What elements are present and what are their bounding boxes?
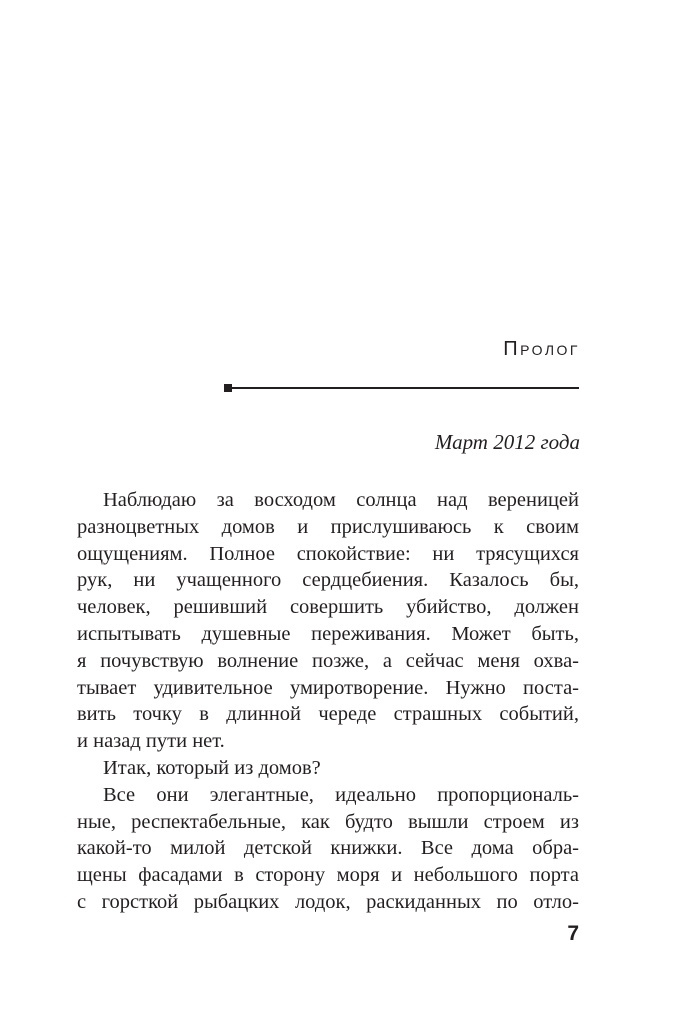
text-line: ощущениям. Полное спокойствие: ни трясущихся: [77, 542, 579, 565]
text-line: я почувствую волнение позже, а сейчас меня охва-: [77, 649, 579, 672]
divider-line: [232, 387, 579, 389]
text-line: человек, решивший совершить убийство, должен: [77, 596, 579, 619]
chapter-divider: [224, 384, 579, 392]
text-line: испытывать душевные переживания. Может быть,: [77, 622, 579, 645]
text-line: разноцветных домов и прислушиваюсь к своим: [77, 515, 579, 538]
text-line: Наблюдаю за восходом солнца над вереницей: [103, 489, 579, 511]
text-line: Итак, который из домов?: [103, 756, 321, 779]
text-line: вить точку в длинной череде страшных событий,: [77, 703, 579, 726]
text-line: ные, респектабельные, как будто вышли строем из: [77, 810, 579, 833]
divider-square: [224, 384, 232, 392]
text-line: какой-то милой детской книжки. Все дома обра-: [77, 837, 579, 860]
text-line: и назад пути нет.: [77, 730, 225, 753]
chapter-title: Пролог: [503, 338, 580, 360]
text-line: тывает удивительное умиротворение. Нужно поста-: [77, 676, 579, 699]
body-text: [77, 487, 579, 916]
chapter-date: Март 2012 года: [434, 430, 580, 454]
text-line: щены фасадами в сторону моря и небольшого порта: [77, 864, 579, 887]
page-number: 7: [567, 922, 579, 945]
text-line: с горсткой рыбацких лодок, раскиданных по отло-: [77, 890, 579, 913]
text-line: Все они элегантные, идеально пропорциональ-: [103, 783, 579, 806]
text-line: рук, ни учащенного сердцебиения. Казалось бы,: [77, 569, 579, 592]
